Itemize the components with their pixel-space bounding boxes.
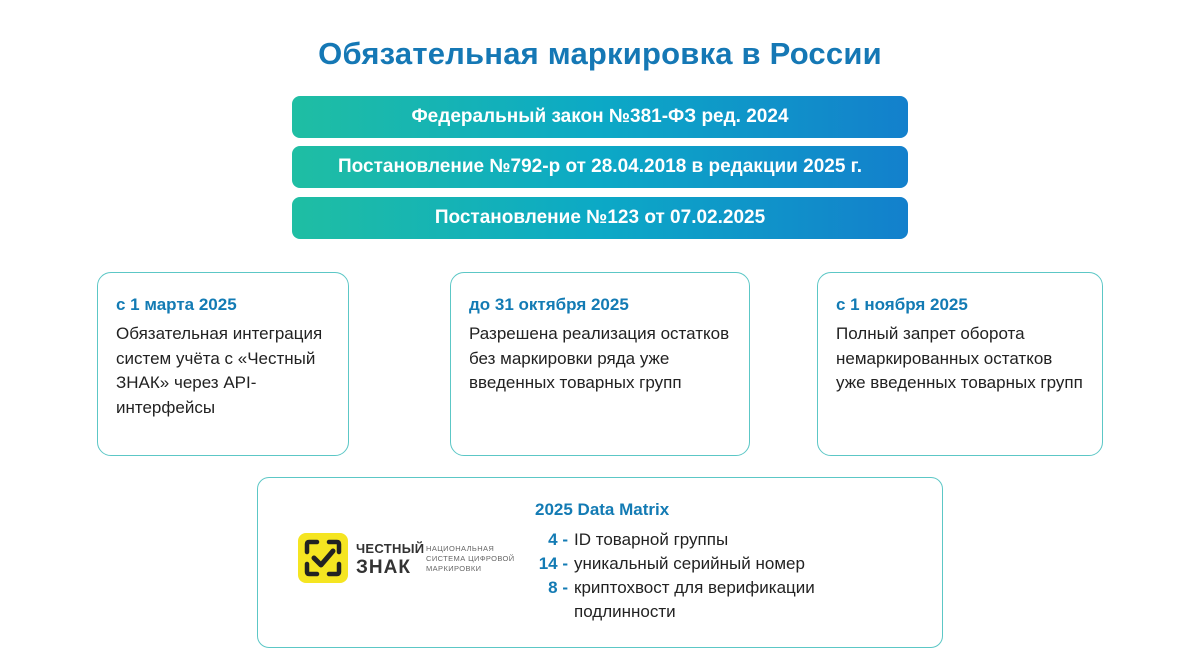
list-item bbox=[528, 528, 874, 552]
milestone-card-march bbox=[97, 272, 349, 456]
milestone-date: с 1 ноября 2025 bbox=[836, 295, 968, 314]
datamatrix-panel bbox=[257, 477, 943, 648]
logo-wordmark bbox=[356, 540, 424, 576]
segment-length: 14 - bbox=[538, 554, 568, 573]
list-item bbox=[528, 576, 874, 624]
datamatrix-title: 2025 Data Matrix bbox=[535, 500, 670, 519]
segment-description: криптохвост для верификации подлинности bbox=[574, 578, 815, 621]
logo-sub-line: СИСТЕМА ЦИФРОВОЙ bbox=[426, 554, 515, 563]
segment-description: ID товарной группы bbox=[574, 530, 729, 549]
logo-line-1: ЧЕСТНЫЙ bbox=[356, 541, 425, 556]
segment-length: 8 - bbox=[548, 578, 568, 597]
segment-description: уникальный серийный номер bbox=[574, 554, 805, 573]
milestone-text: Разрешена реализация остатков без маркировки ряда уже введенных товарных групп bbox=[469, 324, 730, 392]
segment-length: 4 - bbox=[548, 530, 568, 549]
list-item bbox=[528, 552, 874, 576]
page-title: Обязательная маркировка в России bbox=[318, 36, 882, 71]
milestone-card-october bbox=[450, 272, 750, 456]
milestone-card-november bbox=[817, 272, 1103, 456]
law-banner-381fz: Федеральный закон №381-ФЗ ред. 2024 bbox=[292, 96, 908, 138]
milestone-text: Обязательная интеграция систем учёта с «Честный ЗНАК» через API-интерфейсы bbox=[116, 324, 323, 417]
logo-sub-line: НАЦИОНАЛЬНАЯ bbox=[426, 544, 495, 553]
logo-subtitle bbox=[426, 544, 515, 574]
checkmark-frame-icon bbox=[298, 533, 348, 583]
milestone-date: до 31 октября 2025 bbox=[469, 295, 629, 314]
logo-line-2: ЗНАК bbox=[356, 557, 411, 578]
law-banner-123: Постановление №123 от 07.02.2025 bbox=[292, 197, 908, 239]
logo-sub-line: МАРКИРОВКИ bbox=[426, 564, 482, 573]
milestone-date: с 1 марта 2025 bbox=[116, 295, 237, 314]
chestny-znak-logo bbox=[298, 533, 518, 587]
milestone-text: Полный запрет оборота немаркированных остатков уже введенных товарных групп bbox=[836, 324, 1083, 392]
law-banner-792r: Постановление №792-р от 28.04.2018 в редакции 2025 г. bbox=[292, 146, 908, 188]
datamatrix-structure-list bbox=[528, 528, 874, 624]
